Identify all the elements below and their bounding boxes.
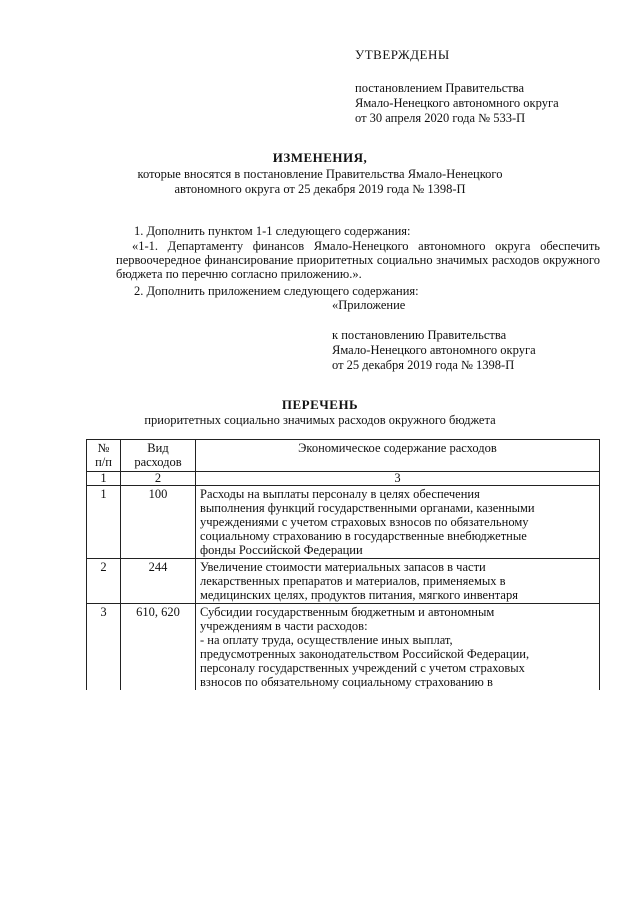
changes-title: ИЗМЕНЕНИЯ, <box>272 150 368 165</box>
row-num: 1 <box>87 486 121 559</box>
approval-line: от 30 апреля 2020 года № 533-П <box>355 111 526 125</box>
changes-subtitle-line: автономного округа от 25 декабря 2019 года № 1398-П <box>174 182 466 196</box>
row-content <box>196 604 600 691</box>
row-content-line: выполнения функций государственными органами, казенными <box>200 501 535 515</box>
appendix-line: «Приложение <box>332 298 406 312</box>
row-num: 2 <box>87 559 121 604</box>
header-num-line: № <box>97 441 110 455</box>
row-content <box>196 559 600 604</box>
table-row <box>87 604 600 691</box>
header-num-line: п/п <box>95 455 112 469</box>
list-subtitle: приоритетных социально значимых расходов окружного бюджета <box>144 413 496 427</box>
row-content-line: Увеличение стоимости материальных запасов в части <box>200 560 486 574</box>
row-type: 100 <box>121 486 196 559</box>
row-type: 610, 620 <box>121 604 196 691</box>
table-column-numbers <box>87 472 600 486</box>
row-content <box>196 486 600 559</box>
table-header-row <box>87 440 600 472</box>
changes-subtitle-line: которые вносятся в постановление Правительства Ямало-Ненецкого <box>137 167 503 181</box>
approval-line: Ямало-Ненецкого автономного округа <box>355 96 559 110</box>
approval-line: постановлением Правительства <box>355 81 525 95</box>
item-quote-text: «1-1. Департаменту финансов Ямало-Ненецкого автономного округа обеспечить первоочередное финансирование приоритетных социально значимых расходов окружного бюджета по перечню согласно приложению.». <box>116 239 600 281</box>
row-content-line: лекарственных препаратов и материалов, применяемых в <box>200 574 506 588</box>
row-type: 244 <box>121 559 196 604</box>
appendix-line: от 25 декабря 2019 года № 1398-П <box>332 358 515 372</box>
row-content-line: фонды Российской Федерации <box>200 543 363 557</box>
row-content-line: предусмотренных законодательством Российской Федерации, <box>200 647 530 661</box>
expenses-table <box>86 439 600 690</box>
table-row <box>87 486 600 559</box>
column-number: 2 <box>121 472 196 486</box>
approval-title: УТВЕРЖДЕНЫ <box>355 47 450 62</box>
item-2 <box>116 284 600 298</box>
table-row <box>87 559 600 604</box>
row-content-line: социальному страхованию в государственные внебюджетные <box>200 529 527 543</box>
header-content: Экономическое содержание расходов <box>196 440 600 472</box>
item-1 <box>116 224 600 238</box>
row-content-line: Субсидии государственным бюджетным и автономным <box>200 605 495 619</box>
appendix-line: к постановлению Правительства <box>332 328 507 342</box>
row-content-line: медицинских целях, продуктов питания, мягкого инвентаря <box>200 588 518 602</box>
row-content-line: персоналу государственных учреждений с учетом страховых <box>200 661 525 675</box>
row-content-line: - на оплату труда, осуществление иных выплат, <box>200 633 453 647</box>
row-content-line: учреждениями с учетом страховых взносов по обязательному <box>200 515 529 529</box>
changes-subtitle <box>0 167 640 197</box>
appendix-line: Ямало-Ненецкого автономного округа <box>332 343 536 357</box>
row-content-line: учреждениям в части расходов: <box>200 619 368 633</box>
header-type <box>121 440 196 472</box>
header-type-line: Вид <box>147 441 169 455</box>
header-num <box>87 440 121 472</box>
item-quote <box>116 239 600 281</box>
item-2-text: 2. Дополнить приложением следующего содержания: <box>134 284 419 298</box>
header-type-line: расходов <box>134 455 182 469</box>
row-content-line: Расходы на выплаты персоналу в целях обеспечения <box>200 487 480 501</box>
row-content-line: взносов по обязательному социальному страхованию в <box>200 675 493 689</box>
item-1-text: 1. Дополнить пунктом 1-1 следующего содержания: <box>134 224 411 238</box>
appendix-block <box>332 298 536 373</box>
column-number: 3 <box>196 472 600 486</box>
row-num: 3 <box>87 604 121 691</box>
list-title: ПЕРЕЧЕНЬ <box>281 397 359 412</box>
approval-block <box>355 81 559 126</box>
column-number: 1 <box>87 472 121 486</box>
